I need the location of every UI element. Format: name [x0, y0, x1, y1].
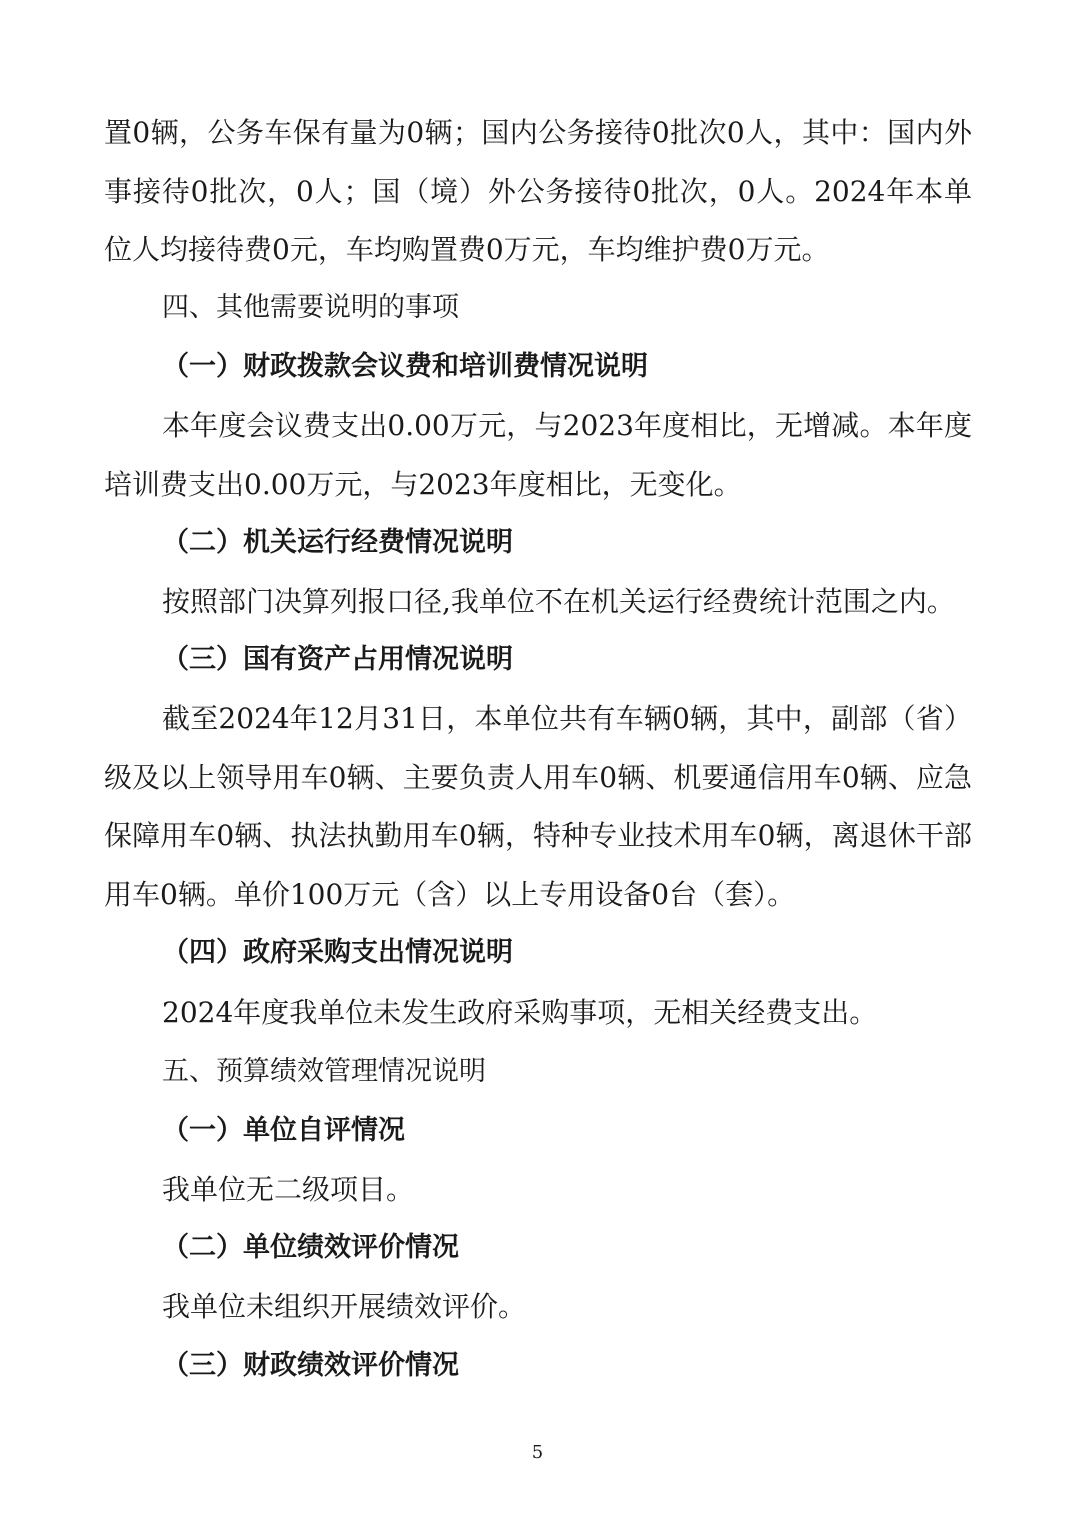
paragraph-operating-expenses: 按照部门决算列报口径,我单位不在机关运行经费统计范围之内。	[162, 585, 955, 618]
subheading-state-assets: （三）国有资产占用情况说明	[162, 644, 513, 675]
paragraph-state-assets: 截至2024年12月31日，本单位共有车辆0辆，其中，副部（省）级及以上领导用车0辆、主要负责人用车0辆、机要通信用车0辆、应急保障用车0辆、执法执勤用车0辆，特种专业技术用车0辆，离退休干部用车0辆。单价100万元（含）以上专用设备0台（套）。	[104, 702, 972, 911]
section-heading-performance-management: 五、预算绩效管理情况说明	[162, 1056, 486, 1087]
subheading-fiscal-performance-evaluation: （三）财政绩效评价情况	[162, 1350, 459, 1381]
paragraph-unit-performance-evaluation: 我单位未组织开展绩效评价。	[162, 1290, 527, 1323]
page-number: 5	[531, 1442, 544, 1463]
paragraph-vehicle-reception: 置0辆，公务车保有量为0辆；国内公务接待0批次0人，其中：国内外事接待0批次，0人；国（境）外公务接待0批次，0人。2024年本单位人均接待费0元，车均购置费0万元，车均维护费0万元。	[104, 116, 972, 266]
subheading-government-procurement: （四）政府采购支出情况说明	[162, 937, 513, 968]
subheading-meeting-training-fees: （一）财政拨款会议费和培训费情况说明	[162, 351, 648, 382]
paragraph-self-evaluation: 我单位无二级项目。	[162, 1173, 415, 1206]
subheading-unit-performance-evaluation: （二）单位绩效评价情况	[162, 1232, 459, 1263]
paragraph-meeting-training-fees: 本年度会议费支出0.00万元，与2023年度相比，无增减。本年度培训费支出0.00万元，与2023年度相比，无变化。	[104, 409, 972, 501]
subheading-self-evaluation: （一）单位自评情况	[162, 1115, 405, 1146]
subheading-operating-expenses: （二）机关运行经费情况说明	[162, 527, 513, 558]
paragraph-government-procurement: 2024年度我单位未发生政府采购事项，无相关经费支出。	[162, 996, 878, 1029]
section-heading-other-matters: 四、其他需要说明的事项	[162, 292, 459, 323]
